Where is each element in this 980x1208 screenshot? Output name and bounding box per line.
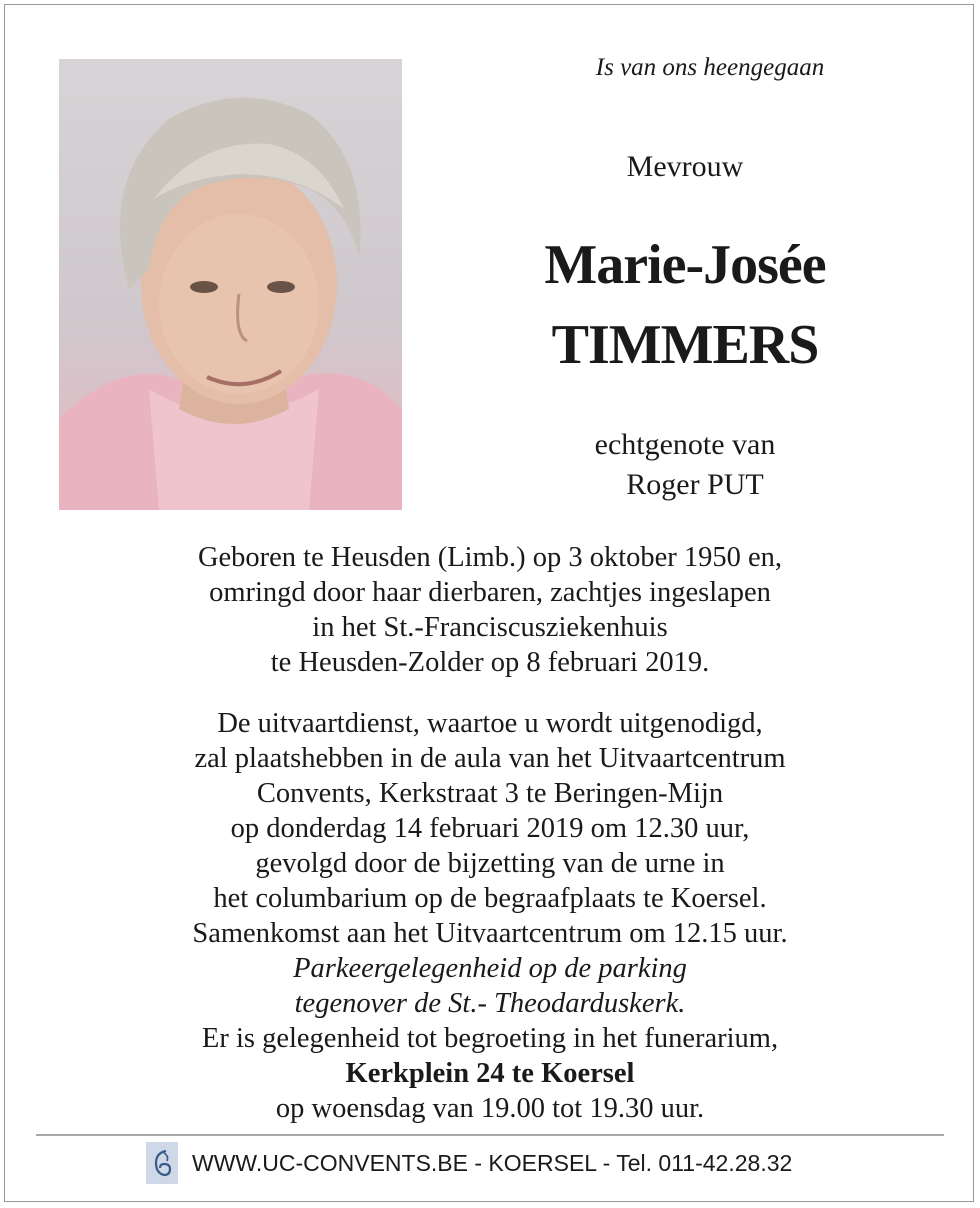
portrait-photo bbox=[59, 59, 402, 510]
visit-address: Kerkplein 24 te Koersel bbox=[345, 1058, 635, 1089]
funeral-paragraph bbox=[20, 706, 960, 1126]
birth-line: in het St.-Franciscusziekenhuis bbox=[312, 612, 668, 643]
spouse-name: Roger PUT bbox=[626, 468, 764, 501]
spouse-block bbox=[420, 425, 950, 505]
last-name: TIMMERS bbox=[551, 314, 819, 376]
first-name: Marie-Josée bbox=[544, 234, 826, 296]
footer-contact: WWW.UC-CONVENTS.BE - KOERSEL - Tel. 011-42.28.32 bbox=[192, 1149, 793, 1176]
funeral-line: gevolgd door de bijzetting van de urne in bbox=[255, 848, 725, 879]
birth-line: Geboren te Heusden (Limb.) op 3 oktober 1950 en, bbox=[197, 542, 783, 573]
birth-line: te Heusden-Zolder op 8 februari 2019. bbox=[270, 647, 710, 678]
deceased-name bbox=[420, 230, 950, 380]
spouse-label: echtgenote van bbox=[594, 428, 776, 461]
funeral-line: Samenkomst aan het Uitvaartcentrum om 12.15 uur. bbox=[192, 918, 788, 949]
honorific-title: Mevrouw bbox=[626, 150, 744, 183]
footer-divider bbox=[36, 1134, 944, 1136]
footer bbox=[146, 1141, 792, 1185]
funeral-line: De uitvaartdienst, waartoe u wordt uitgenodigd, bbox=[217, 708, 763, 739]
flower-logo-icon bbox=[146, 1142, 178, 1184]
birth-line: omringd door haar dierbaren, zachtjes ingeslapen bbox=[209, 577, 771, 608]
visit-line: Er is gelegenheid tot begroeting in het funerarium, bbox=[201, 1023, 779, 1054]
visit-time: op woensdag van 19.00 tot 19.30 uur. bbox=[275, 1093, 705, 1124]
parking-line: Parkeergelegenheid op de parking bbox=[293, 953, 687, 984]
birth-paragraph bbox=[20, 540, 960, 680]
funeral-line: zal plaatshebben in de aula van het Uitvaartcentrum bbox=[194, 743, 786, 774]
intro-text: Is van ons heengegaan bbox=[595, 54, 825, 81]
parking-line: tegenover de St.- Theodarduskerk. bbox=[294, 988, 686, 1019]
funeral-line: het columbarium op de begraafplaats te Koersel. bbox=[213, 883, 767, 914]
funeral-line: op donderdag 14 februari 2019 om 12.30 uur, bbox=[230, 813, 750, 844]
funeral-line: Convents, Kerkstraat 3 te Beringen-Mijn bbox=[256, 778, 724, 809]
